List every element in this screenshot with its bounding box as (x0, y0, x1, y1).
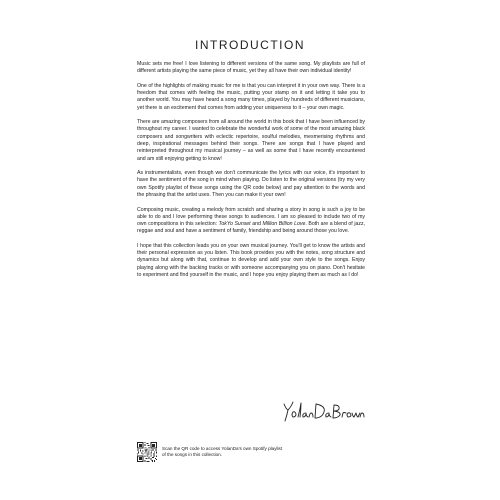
paragraph-text: and (250, 221, 263, 228)
paragraph: There are amazing composers from all around the world in this book that I have been influenced by throughout my career. I wanted to celebrate the wonderful work of some of the most amazing black composers and songwriters with eclectic repertoire, soulful melodies, mesmerising rhythms and deep, inspirational messages behind their songs. There are songs that I have played and reinterpreted throughout my musical journey – as well as some that I have recently encountered and am still enjoying getting to know! (137, 119, 365, 162)
paragraph-text: Composing music, creating a melody from scratch and sharing a story in song is such a joy to be able to do and I love performing these songs to audiences. I am so pleased to include two of my own compositions in this selection: (137, 206, 365, 228)
qr-caption-line: of the songs in this collection. (162, 452, 223, 458)
song-title-million-billion-love: Million Billion Love (262, 221, 306, 228)
paragraph: One of the highlights of making music for me is that you can interpret it in your own way. There is a freedom that comes with feeling the music, putting your stamp on it and letting it take you to another world. You may have heard a song many times, played by hundreds of different musicians, yet there is an excitement that comes from adding your uniqueness to it – your own magic. (137, 82, 365, 111)
qr-caption (162, 446, 322, 458)
signature (281, 398, 365, 424)
qr-code-icon[interactable] (137, 442, 157, 462)
paragraph: As instrumentalists, even though we don't communicate the lyrics with our voice, it's important to have the sentiment of the song in mind when playing. Do listen to the original versions (try my very own Spotify playlist of these songs using the QR code below) and pay attention to the words and the phrasing that the artist uses. Then you can make it your own! (137, 170, 365, 199)
paragraph: I hope that this collection leads you on your own musical journey. You'll get to know the artists and their personal expression as you listen. This book provides you with the notes, song structure and dynamics but along with that, continue to develop and add your own style to the songs. Enjoy playing along with the backing tracks or with someone accompanying you on piano. Don't hesitate to experiment and find yourself in the music, and I hope you enjoy playing them as much as I do! (137, 242, 365, 279)
intro-body (137, 61, 365, 287)
song-title-tokyo-sunset: TokYo Sunset (218, 221, 251, 228)
paragraph-text: . Both are a blend of jazz, reggae and soul and have a sentiment of family, friendship and being around those you love. (137, 221, 365, 235)
qr-caption-line: Scan the QR code to access YolanDa's own Spotify playlist (162, 446, 283, 451)
paragraph (137, 207, 365, 236)
page-title: INTRODUCTION (195, 38, 305, 52)
paragraph: Music sets me free! I love listening to different versions of the same song. My playlists are full of different artists playing the same piece of music, yet they all have their own individual identity! (137, 61, 365, 75)
